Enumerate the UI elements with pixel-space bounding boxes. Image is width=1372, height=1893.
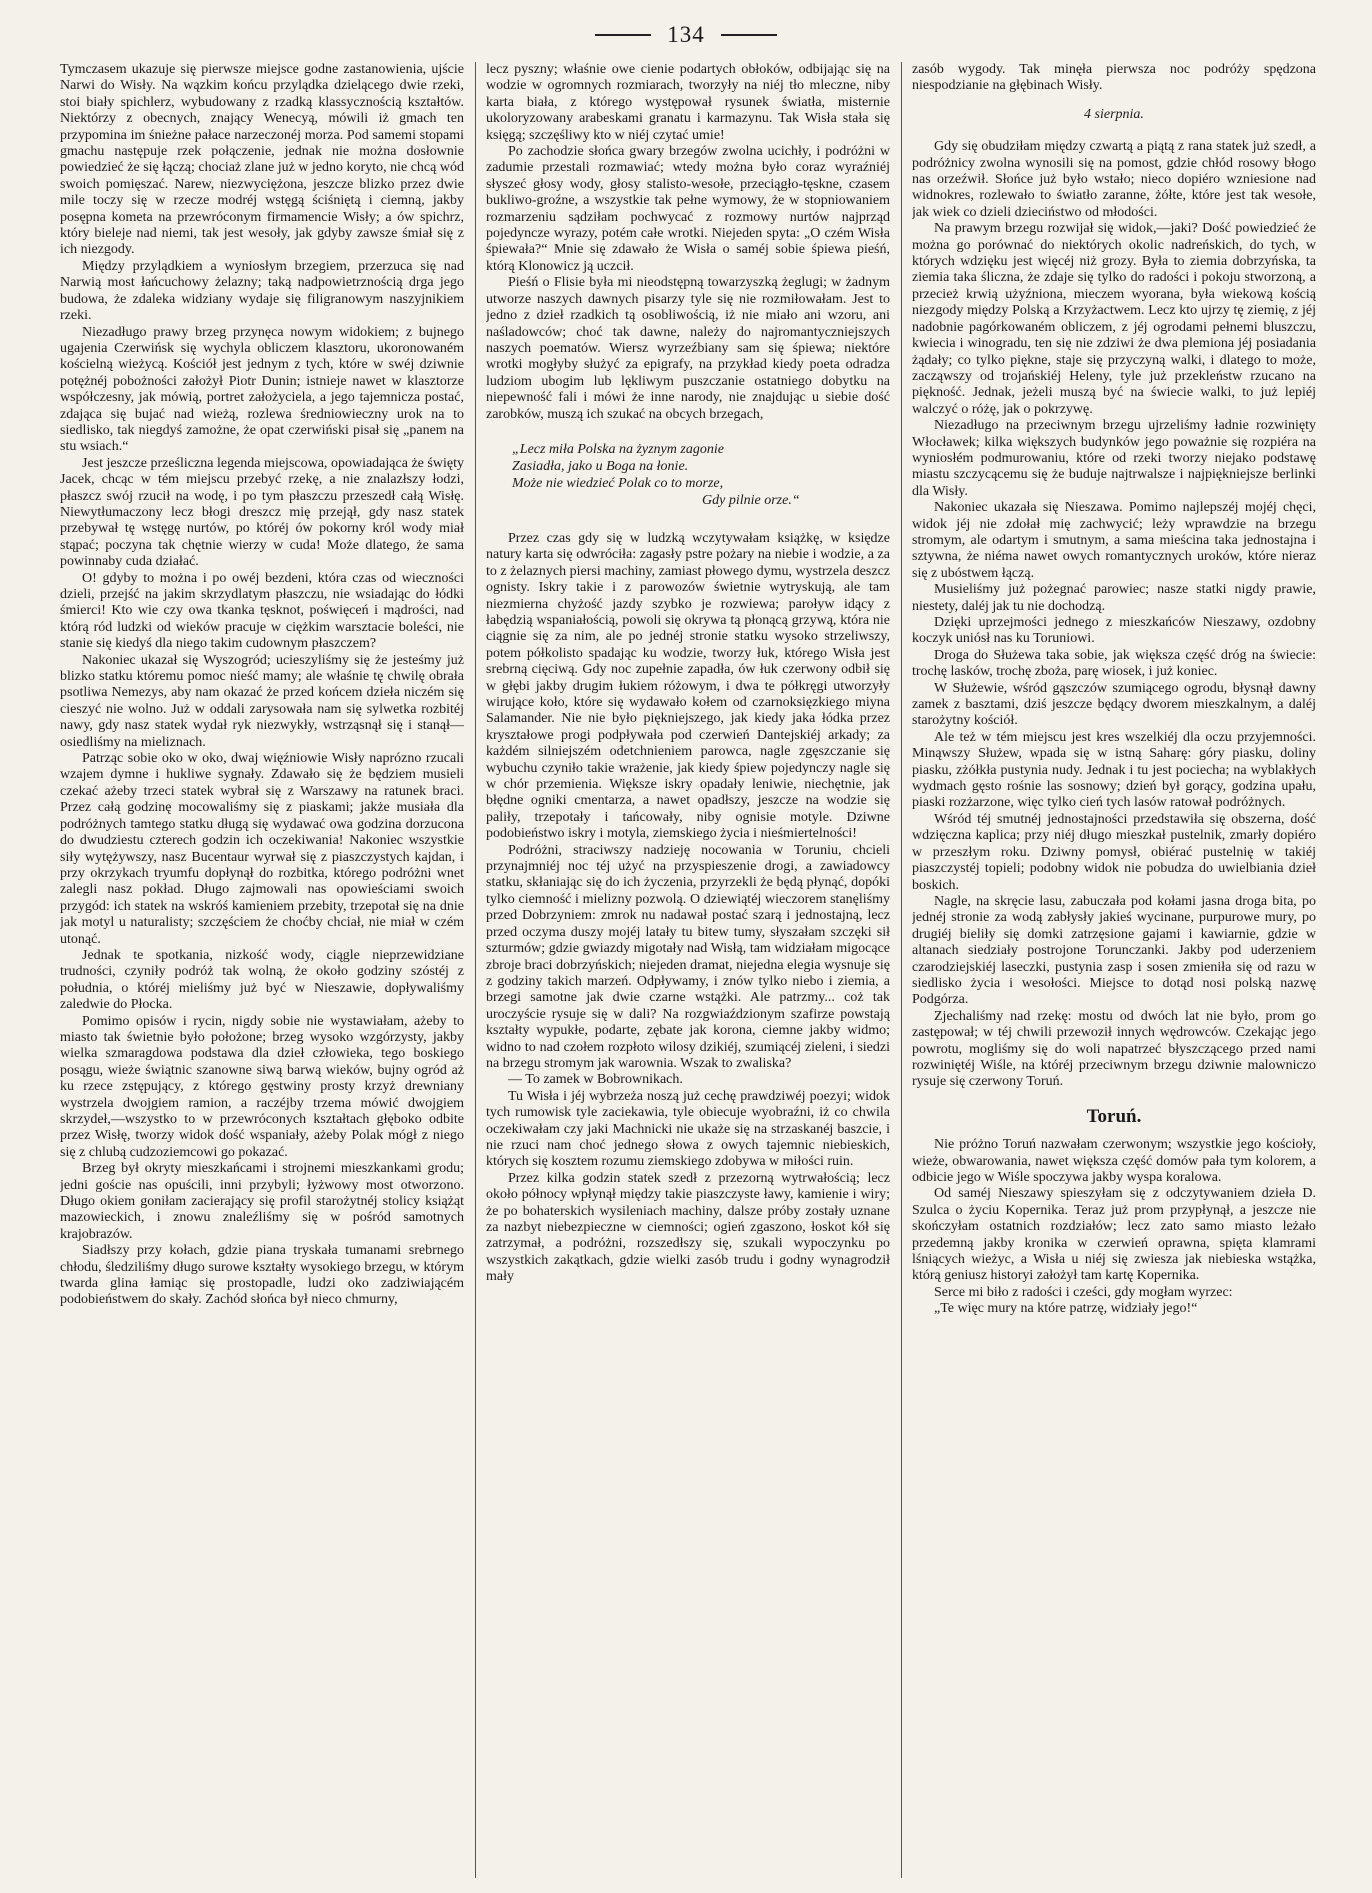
paragraph: Pomimo opisów i rycin, nigdy sobie nie wystawiałam, ażeby to miasto tak świetnie było położone; brzeg wysoko wzgórzysty, jakby wielka szmaragdowa podstawa dla dzieł człowieka, tego boskiego posągu, wieże świątnic szanowne siwą barwą wieków, bujny ogród aż ku rzece zstępujący, z którego gęstwiny prosty krzyż drewniany wystrzela dwojgiem ramion, a raczéjby trzema mówić dwojgiem skrzydeł,—wszystko to w przewróconych kształtach głęboko odbite przez Wisłę, tworzy widok dość wspaniały, ażeby Polak mógł z niego się z chlubą cudzoziemcowi go pokazać.: [60, 1013, 464, 1160]
column-3: [912, 62, 1316, 1878]
paragraph: Gdy się obudziłam między czwartą a piątą z rana statek już szedł, a podróżnicy zwolna wynosili się na pomost, gdzie chłód rosowy błogo nas orzeźwił. Słońce już było wstało; nieco dopiéro wzniesione nad widnokres, rozlewało to światło zaranne, żółte, które jest tak wesołe, jak wiek co dzieli dzieciństwo od młodości.: [912, 139, 1316, 220]
page-header: [0, 20, 1372, 50]
page-number: 134: [667, 22, 705, 47]
column-divider: [901, 62, 902, 1878]
paragraph: Ale też w tém miejscu jest kres wszelkiéj dla oczu przyjemności. Minąwszy Służew, wpada się w istną Saharę: góry piasku, doliny piasku, zżółkła pustynia nudy. Jednak i tu jest pociecha; na wyblakłych wydmach gęsto rośnie las sosnowy; dzień był gorący, godzina upału, piaski rozżarzone, więc tylko cień tych lasów ratował podróżnych.: [912, 729, 1316, 811]
paragraph: Nagle, na skręcie lasu, zabuczała pod kołami jasna droga bita, po jednéj stronie za wodą zabłysły jakieś wycinane, purpurowe mury, po drugiéj bieliły się domki zatrzęsione gajami i kawiarnie, gdzie w altanach siedziały postrojone Torunczanki. Jakby pod uderzeniem czarodziejskiéj laseczki, pustynia zasp i sosen zmieniła się od razu w siedlisko życia i wesołości. Miejsce to dotąd nosi polską nazwę Podgórza.: [912, 893, 1316, 1008]
column-1: [60, 62, 464, 1878]
paragraph: O! gdyby to można i po owéj bezdeni, która czas od wieczności dzieli, przejść na jakim skrzydlatym płaszczu, nie wsiadając do łódki śmierci! Kto wie czy owa tkanka tęsknot, poświęceń i mądrości, nad którą ród ludzki od wieków pracuje w ciężkim warsztacie boleści, nie stanie się kiedyś dla niego takim cudownym płaszczem?: [60, 570, 464, 652]
paragraph: Patrząc sobie oko w oko, dwaj więźniowie Wisły naprózno rzucali wzajem dymne i hukliwe sygnały. Zdawało się że będziem musieli czekać ażeby trzeci statek wybrał się z Warszawy na ratunek braci. Przez całą godzinę mocowaliśmy się z piaskami; jakże musiała dla podróżnych tamtego statku długą się wydawać owa godzina dorzucona do dwudziestu czterech godzin ich oczekiwania! Nakoniec wszystkie siły wytężywszy, nasz Bucentaur wyrwał się z piaszczystych kajdan, i przy okrzykach tryumfu dopłynął do rozbitka, którego podróżni wnet zalegli nasz pokład. Długo zajmowali nas opowieściami swoich przygód: ich statek na wskróś kamieniem przebity, trzepotał się na dnie jak motyl u naturalisty; szczęściem że choćby chciał, nie miał w czém utonąć.: [60, 751, 464, 947]
paragraph: Droga do Służewa taka sobie, jak większa część dróg na świecie: trochę lasków, trochę zboża, parę wiosek, i już koniec.: [912, 647, 1316, 680]
paragraph: Pieśń o Flisie była mi nieodstępną towarzyszką żeglugi; w żadnym utworze naszych dawnych pisarzy tyle się nie rozmiłowałam. Jest to jedno z dzieł rzadkich tą osobliwością, iż nie miało ani wzoru, ani naśladowców; choć tak dawne, należy do najromantyczniejszych naszych poematów. Wiersz wyrzeźbiany sam się śpiewa; niektóre wrotki mogłyby służyć za epigrafy, na przykład kiedy poeta odradza ludziom ubogim lub lękliwym puszczanie ostatniego dobytku na niepewność fali i mówi że inne narody, nie znajdując u siebie dość zarobków, muszą ich szukać na obcych brzegach,: [486, 275, 890, 422]
paragraph: Musieliśmy już pożegnać parowiec; nasze statki nigdy prawie, niestety, daléj jak tu nie dochodzą.: [912, 582, 1316, 614]
column-2: [486, 62, 890, 1878]
paragraph: W Służewie, wśród gąszczów szumiącego ogrodu, błysnął dawny zamek z basztami, dziś jeszcze będący dworem mieszkalnym, a daléj starożytny kościół.: [912, 680, 1316, 729]
paragraph: Przez czas gdy się w ludzką wczytywałam książkę, w księdze natury karta się odwróciła: zagasły pstre pożary na niebie i wodzie, a za to z żelaznych piersi machiny, zamiast płowego dymu, wystrzela deszcz ognisty. Iskry takie i z parowozów świetnie wytryskują, ale tam niezmierna chyżość jazdy szybko je rozwiewa; paroływ idący z łabędzią wspaniałością, powoli się okrywa tą płonącą grzywą, która nie ciągnie się za nim, ale po jednéj stronie statku wysoko strzeliwszy, potem półkolisto spadając ku wodzie, tworzy łuk, którego Wisła jest srebrną cięciwą. Gdy noc zupełnie zapadła, ów łuk czerwony odbił się w głębi jakby drugim łukiem różowym, i dwa te półkręgi utworzyły wirujące koło, które się wydawało kołem od czarnoksięzkiego miyna Salamander. Nie nie było piękniejszego, jak kiedy jaka łódka przez kryształowe progi podpływała pod czerwień Dantejskiéj arkady; za każdém silniejszém odetchnieniem parowca, nagle zgęszczanie się wybuchu czyniło takie wrażenie, jak kiedy śpiew pojedynczy nagle się w chór przemienia. Większe iskry opadały leniwie, niechętnie, jak błędne ogniki cmentarza, a nawet opadłszy, jeszcze na wodzie się paliły, trzepotały i tańcowały, niby ognisie motyle. Dziwne podobieństwo iskry i motyla, ziemskiego życia i nieśmiertelności!: [486, 530, 890, 842]
paragraph: Brzeg był okryty mieszkańcami i strojnemi mieszkankami grodu; jedni goście nas opuścili, inni przybyli; łyżwowy most otworzono. Długo okiem goniłam zacierający się profil starożytnéj stolicy książąt mazowieckich, i znowu znaleźliśmy się w pośród samotnych krajobrazów.: [60, 1161, 464, 1242]
section-title: Toruń.: [1086, 1105, 1142, 1127]
date-heading: 4 sierpnia.: [1084, 106, 1144, 122]
paragraph: Od saméj Nieszawy spieszyłam się z odczytywaniem dzieła D. Szulca o życiu Kopernika. Teraz już prom przypłynął, a jeszcze nie skończyłam ostatnich rozdziałów; lecz zato samo miasto leżało przedemną jakby kronika w czerwień oprawna, spięta klamrami lśniących wieżyc, a Wisła u niéj się zwiesza jak niebieska wstążka, którą geniusz historyi założył tam kartę Kopernika.: [912, 1186, 1316, 1284]
paragraph: Dzięki uprzejmości jednego z mieszkańców Nieszawy, ozdobny koczyk uniósł nas ku Toruniowi.: [912, 615, 1316, 647]
paragraph: Jest jeszcze prześliczna legenda miejscowa, opowiadająca że święty Jacek, chcąc w tém miejscu przebyć rzekę, a nie znalazłszy łodzi, płaszcz swój rzucił na wodę, i po tym płaszczu przeszedł całą Wisłę. Niewytłumaczony lecz błogi dreszcz mię przejął, gdy nasz statek przebywał tę wstęgę nurtów, po któréj ów pokorny król wody miał stąpać; poczyna tak chętnie wierzy w cuda! Może dlatego, że sama powinnaby cuda działać.: [60, 455, 464, 570]
paragraph: Niezadługo na przeciwnym brzegu ujrzeliśmy ładnie rozwinięty Włocławek; kilka większych budynków jego poważnie się rozpiéra na wyniosłém podmurowaniu, które od rzeki tworzy niejako podstawę miastu szczycącemu się że buduje najtrwalsze i najpiękniejsze berlinki dla Wisły.: [912, 418, 1316, 499]
poem-line: „Lecz miła Polska na żyznym zagonie: [512, 441, 724, 457]
paragraph: Wśród téj smutnéj jednostajności przedstawiła się obszerna, dość wdzięczna kaplica; przy niéj długo mieszkał pustelnik, zmarły dopiéro w przeszłym roku. Dziwny pomysł, obiérać pustelnię w takiéj piaszczystéj topieli; podobny widok nie pobudza do uwielbiania dzieł boskich.: [912, 811, 1316, 893]
text-columns: [60, 62, 1360, 1878]
paragraph: Zjechaliśmy nad rzekę: mostu od dwóch lat nie było, prom go zastępował; w téj chwili przewoził innych wędrowców. Czekając jego powrotu, mogliśmy się do woli napatrzeć błyszczącego przed nami rozwiniętéj Wiśle, na któréj przeciwnym brzegu dziwnie malowniczo rysuje się czerwony Toruń.: [912, 1008, 1316, 1090]
paragraph: Serce mi biło z radości i cześci, gdy mogłam wyrzec:: [934, 1284, 1233, 1300]
paragraph: Tymczasem ukazuje się pierwsze miejsce godne zastanowienia, ujście Narwi do Wisły. Na wązkim końcu przylądka dzielącego dwie rzeki, stoi biały spichlerz, wybudowany z rzadką klassycznością kształtów. Niektórzy z obecnych, znający Wenecyą, mówili iż gmach ten przypomina im śnieżne pałace narzeczonéj morza. Pod samemi stopami gmachu następuje rzek połączenie, jednak nie można dosłownie powiedzieć że się łączą; chociaż zlane już w jedno koryto, nie chcą wód swoich pomięszać. Narew, niezwyciężona, jeszcze blizko przez dwie mile toczy się w rzecze modréj wstęgą ściśniętą i ciemną, jakby posępna kometa na przewróconym firmamencie Wisły; a ów spichrz, który bieleje nad niemi, tak jest wesoły, jak gdyby zawsze śmiał się z ich niezgody.: [60, 62, 464, 258]
paragraph: Nakoniec ukazała się Nieszawa. Pomimo najlepszéj mojéj chęci, widok jéj nie zdołał mię zachwycić; leży wprawdzie na brzegu stromym, ale odartym i smutnym, a sama mieścina taka jednostajna i sztywna, że niéma nawet owych romantycznych uroków, które nieraz się z ubóstwem łączą.: [912, 500, 1316, 581]
paragraph: Między przylądkiem a wyniosłym brzegiem, przerzuca się nad Narwią most łańcuchowy żelazny; taką nadpowietrznością drga jego budowa, że zdaleka widziany wydaje się filigranowym naszyjnikiem rzeki.: [60, 258, 464, 324]
paragraph: zasób wygody. Tak minęła pierwsza noc podróży spędzona niespodzianie na głębinach Wisły.: [912, 62, 1316, 94]
paragraph: lecz pyszny; właśnie owe cienie podartych obłoków, odbijając się na wodzie w ogromnych rozmiarach, tworzyły na niéj tło mleczne, niby karta biała, z którego występował rysunek światła, misternie ukoloryzowany arabeskami granatu i karmazynu. Tak Wisła stała się księgą; szczęśliwy kto w niéj czytać umie!: [486, 62, 890, 143]
paragraph: Siadłszy przy kołach, gdzie piana tryskała tumanami srebrnego chłodu, śledziliśmy długo surowe kształty wysokiego brzegu, w którym twarda glina łamiąc się prostopadle, ludzi oko zadziwiającém podobieństwem do skały. Zachód słońca był nieco chmurny,: [60, 1243, 464, 1308]
paragraph: Po zachodzie słońca gwary brzegów zwolna ucichły, i podróżni w zadumie przestali rozmawiać; wtedy można było coraz wyraźniéj słyszeć głosy wody, głosy stalisto-wesołe, przeciągło-tęskne, czasem bukliwo-groźne, a wszystkie tak pełne wymowy, że w stopniowaniem rozmarzeniu sądziłam pochwycać z rozmowy nurtów najprząd pojedyncze wyrazy, potém całe wrotki. Niejeden spyta: „O czém Wisła śpiewała?“ Mnie się zdawało że Wisła o saméj sobie śpiewa pieśń, którą Klonowicz ją uczcił.: [486, 144, 890, 274]
paragraph: Tu Wisła i jéj wybrzeża noszą już cechę prawdziwéj poezyi; widok tych rumowisk tyle zaciekawia, tyle obiecuje wyobraźni, iż co chwila oczekiwałam czy jaki Machnicki nie ukaże się na strzaskanéj baszcie, i nie rzuci nam choć jednego słowa z owych tajemnic niebieskich, których się kosztem rozumu ziemskiego zdobywa w miłości ruin.: [486, 1088, 890, 1170]
paragraph: Nakoniec ukazał się Wyszogród; ucieszyliśmy się że jesteśmy już blizko statku któremu pomoc nieść mamy; ale właśnie tę chwilę obrała psotliwa Nemezys, aby nam okazać że przed końcem dzieła niczém się cieszyć nie wolno. Już w oddali zarysowała nam się sylwetka rozbitéj nawy, gdy nasz statek wydał ryk niezwykły, wstrząsnął się i stanął—osiedliśmy na mieliznach.: [60, 652, 464, 750]
paragraph: Nie próżno Toruń nazwałam czerwonym; wszystkie jego kościoły, wieże, obwarowania, nawet większa część domów pała tym kolorem, a odbicie jego w Wiśle spoczywa jakby wyspa koralowa.: [912, 1137, 1316, 1185]
header-rule-right: [721, 34, 777, 36]
paragraph: „Te więc mury na które patrzę, widziały jego!“: [934, 1301, 1198, 1317]
poem-quote: [512, 441, 890, 509]
paragraph: Niezadługo prawy brzeg przynęca nowym widokiem; z bujnego ugajenia Czerwińsk się wychyla obliczem klasztoru, ukoronowaném kościelną wieżycą. Kościół jest jednym z tych, które w swéj dziwnie potężnéj pobożności założył Piotr Dunin; istnieje nawet w klasztorze współczesny, jak mówią, portret założyciela, a jego tajemnicza postać, zdająca się bujać nad wieżą, rozlewa średniowieczny urok na to siedlisko, tak niegdyś zamożne, że opat czerwiński pisał się „panem na stu wsiach.“: [60, 324, 464, 455]
paragraph: Na prawym brzegu rozwijał się widok,—jaki? Dość powiedzieć że można go porównać do niektórych okolic nadreńskich, do tych, w których wdzięku jest więcéj niż grozy. Była to ziemia dobrzyńska, ta ziemia taka śliczna, że zdaje się tylko do radości i pokoju stworzoną, a przecież krwią użyźniona, mieczem wyorana, była wiekową kością niezgody między Polską a Krzyżactwem. Lecz kto ujrzy tę ziemię, z jéj nadobnie pagórkowaném obliczem, z jéj ogrodami pełnemi bluszczu, kwiecia i winogradu, ten się nie zdziwi że dwa plemiona jéj posiadania żądały; co tylko piękne, staje się przyczyną walki, i dlatego to może, zacząwszy od trojańskiéj Heleny, tyle już przekleństw rzucano na piękność. Jednak, jeżeli muszą być na świecie walki, to już lepiéj walczyć o różę, jak o pokrzywę.: [912, 221, 1316, 417]
poem-line: Zasiadła, jako u Boga na łonie.: [512, 458, 689, 474]
paragraph: — To zamek w Bobrownikach.: [508, 1072, 683, 1088]
column-divider: [475, 62, 476, 1878]
paragraph: Jednak te spotkania, nizkość wody, ciągle nieprzewidziane trudności, czyniły podróż tak wolną, że około godziny szóstéj z południa, o któréj mieliśmy już być w Nieszawie, dopływaliśmy zaledwie do Płocka.: [60, 947, 464, 1013]
poem-line: Może nie wiedzieć Polak co to morze,: [512, 475, 724, 491]
poem-line: Gdy pilnie orze.“: [702, 492, 800, 508]
header-rule-left: [595, 34, 651, 36]
paragraph: Przez kilka godzin statek szedł z przezorną wytrwałością; lecz około północy wpłynął między takie piaszczyste ławy, kamienie i wiry; że po bohaterskich wysileniach machiny, dalsze próby zostały uznane za nazbyt niebezpieczne w ciemności; ogień zgaszono, łoskot kół się zatrzymał, a podróżni, rozszedłszy się, szukali wypoczynku po wszystkich zakątkach, gdzie wielki zasób trudu i godny wynagrodził mały: [486, 1170, 890, 1285]
paragraph: Podróżni, straciwszy nadzieję nocowania w Toruniu, chcieli przynajmniéj noc téj użyć na przyspieszenie drogi, a zawiadowcy statku, skłaniając się do ich życzenia, przyrzekli że będą płynąć, dopóki tylko ciemność i mielizny pozwolą. O dziewiątéj wieczorem stanęliśmy przed Dobrzyniem: zmrok nu nadawał postać szarą i jednostajną, lecz przed oczyma duszy mojéj latały tu bitew tumy, słyszałam szczęki sił szturmów; gdzie gwiazdy migotały nad Wisłą, tam widziałam migocące zbroje braci dobrzyńskich; niejeden dramat, niejedna elegia wysnuje się z godziny takich marzeń. Odpływamy, i znów tylko niebo i ziemia, a brzegi samotne jak dwie czarne wstążki. Ale patrzmy... coż tak uroczyście rysuje się w dali? Na rozgwiaździonym szafirze powstają kształty wypukłe, podarte, zębate jak korona, ciemne jakby widmo; widno to nad czołem rozpłoto wilosy dzikiéj, szumiącéj zieleni, i siedzi na brzegu stromym jak warownia. Wszak to zwaliska?: [486, 842, 890, 1071]
